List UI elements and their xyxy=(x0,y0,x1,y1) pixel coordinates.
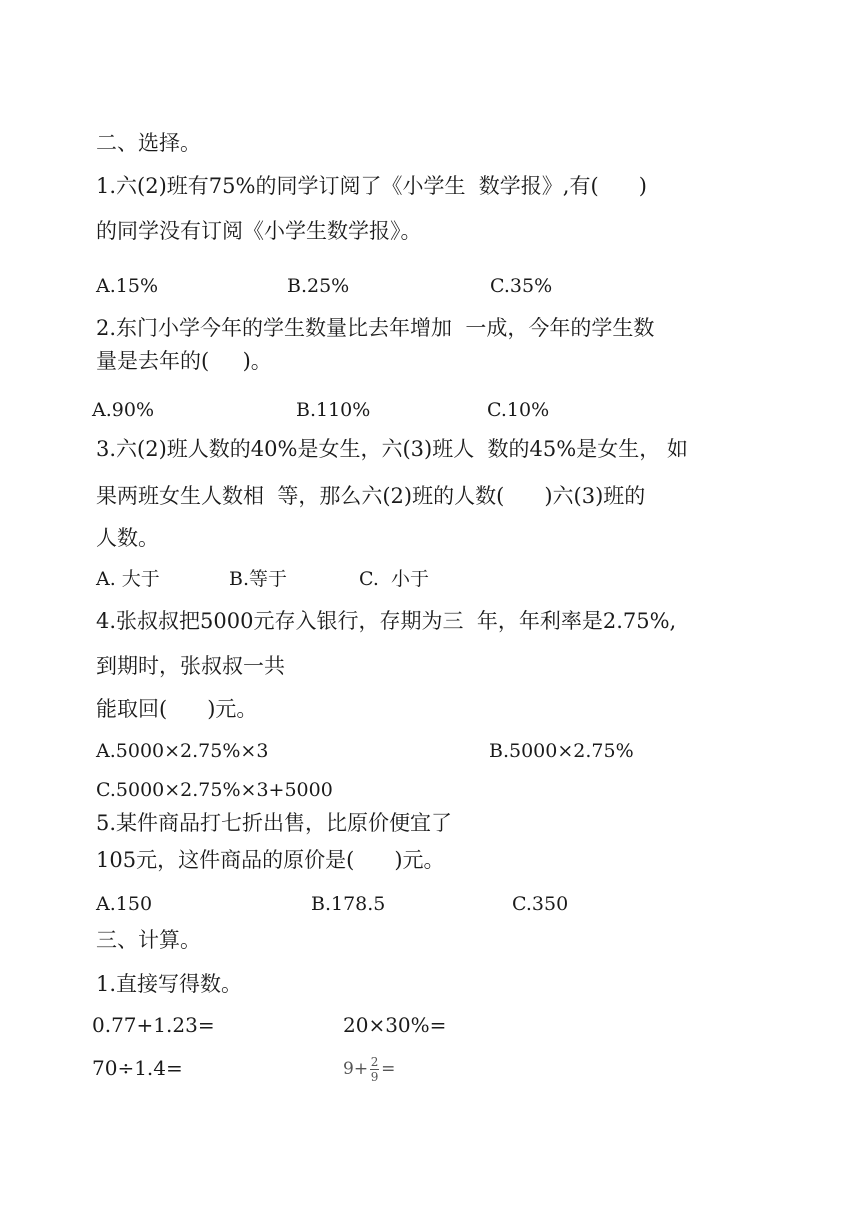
section-heading-calculation: 三、计算。 xyxy=(96,928,201,952)
question-4-line-2: 到期时，张叔叔一共 xyxy=(96,654,285,678)
question-1-line-1: 1.六(2)班有75%的同学订阅了《小学生 数学报》,有( ) xyxy=(96,174,647,198)
calc-item-2: 20×30%= xyxy=(343,1013,447,1037)
calc-item-fraction xyxy=(343,1054,395,1084)
question-5-option-c: C.350 xyxy=(512,893,569,915)
question-1-line-2: 的同学没有订阅《小学生数学报》。 xyxy=(96,219,422,243)
fraction-numerator: 2 xyxy=(370,1054,379,1069)
question-1-option-a: A.15% xyxy=(96,275,158,297)
question-1-option-b: B.25% xyxy=(287,275,350,297)
question-2-option-c: C.10% xyxy=(487,399,550,421)
question-4-line-1: 4.张叔叔把5000元存入银行，存期为三 年，年利率是2.75%, xyxy=(96,609,677,633)
question-4-option-b: B.5000×2.75% xyxy=(489,740,634,762)
question-1-option-c: C.35% xyxy=(490,275,553,297)
calc-item-3: 70÷1.4= xyxy=(92,1056,183,1080)
question-2-option-b: B.110% xyxy=(296,399,371,421)
question-5-option-b: B.178.5 xyxy=(311,893,386,915)
section-heading-choice: 二、选择。 xyxy=(96,131,201,155)
question-5-option-a: A.150 xyxy=(96,893,153,915)
question-3-line-2: 果两班女生人数相 等，那么六(2)班的人数( )六(3)班的 xyxy=(96,484,646,508)
fraction-denominator: 9 xyxy=(370,1069,379,1084)
calculation-subheading: 1.直接写得数。 xyxy=(96,972,243,996)
question-4-line-3: 能取回( )元。 xyxy=(96,697,258,721)
fraction-equals: = xyxy=(381,1059,396,1079)
fraction-whole: 9+ xyxy=(343,1059,369,1079)
question-3-option-a: A. 大于 xyxy=(96,568,160,590)
question-2-option-a: A.90% xyxy=(92,399,154,421)
question-3-option-c: C. 小于 xyxy=(359,568,429,590)
fraction xyxy=(370,1056,379,1083)
question-4-option-c: C.5000×2.75%×3+5000 xyxy=(96,779,333,801)
question-3-option-b: B.等于 xyxy=(229,568,288,590)
calc-item-1: 0.77+1.23= xyxy=(92,1013,215,1037)
question-4-option-a: A.5000×2.75%×3 xyxy=(96,740,269,762)
question-3-line-1: 3.六(2)班人数的40%是女生，六(3)班人 数的45%是女生， 如 xyxy=(96,437,688,461)
question-5-line-2: 105元，这件商品的原价是( )元。 xyxy=(96,848,445,872)
question-3-line-3: 人数。 xyxy=(96,526,159,550)
question-5-line-1: 5.某件商品打七折出售，比原价便宜了 xyxy=(96,811,453,835)
question-2-line-2: 量是去年的( )。 xyxy=(96,349,272,373)
question-2-line-1: 2.东门小学今年的学生数量比去年增加 一成，今年的学生数 xyxy=(96,316,655,340)
